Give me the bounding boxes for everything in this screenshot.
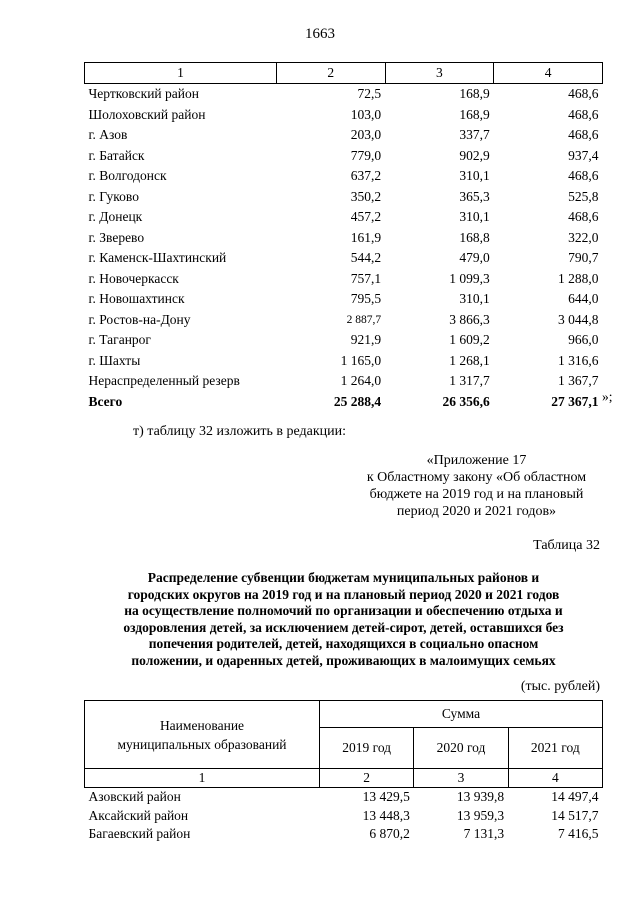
municipality-name: Чертковский район [88,86,199,101]
municipality-name: г. Донецк [88,209,143,224]
municipality-name: г. Ростов-на-Дону [88,311,191,327]
municipality-name: Багаевский район [88,826,191,841]
municipality-name: г. Зверево [88,229,145,245]
table-row [85,228,603,249]
municipality-name: г. Батайск [88,147,145,163]
page-number: 1663 [305,26,335,42]
value-2019: 921,9 [350,332,382,347]
table-row [85,146,603,167]
municipality-name: Шолоховский район [88,106,206,122]
table-row [85,207,603,228]
value-2021: 322,0 [568,229,599,245]
table-row [85,351,603,372]
table-row [85,187,603,208]
value-2021: 3 044,8 [558,311,599,327]
title-line: на осуществление полномочий по организации и обеспечению отдыха и [124,603,563,619]
col-number: 1 [85,63,277,84]
title-line: попечения родителей, детей, находящихся в социально опасном [148,636,539,652]
col-number: 2 [320,769,414,788]
table-row [85,105,603,126]
value-2020: 7 131,3 [463,826,505,841]
title-line: Распределение субвенции бюджетам муниципальных районов и [147,570,540,585]
value-2021: 468,6 [568,127,599,142]
col-number: 3 [385,63,494,84]
value-2020: 1 099,3 [449,270,490,286]
header-row [85,701,603,728]
appendix-line: период 2020 и 2021 годов» [396,504,557,519]
value-2019: 103,0 [350,106,382,122]
value-2021: 1 316,6 [558,352,599,368]
value-2020: 13 939,8 [456,789,505,804]
value-2020: 310,1 [459,209,490,224]
municipality-name: Азовский район [88,789,181,804]
value-2020: 1 268,1 [449,352,490,368]
value-2021: 790,7 [568,250,599,265]
total-2020: 26 356,6 [442,393,490,409]
table-row [85,788,603,807]
value-2020: 13 959,3 [456,807,505,823]
municipality-name: г. Азов [88,127,128,142]
value-2019: 2 887,7 [346,313,382,326]
table-row [85,330,603,351]
value-2021: 14 517,7 [551,807,599,823]
header-name-line: муниципальных образований [117,736,287,752]
municipality-name: г. Каменск-Шахтинский [88,250,227,265]
table-row [85,310,603,331]
unit-label: (тыс. рублей) [520,679,600,694]
value-2019: 72,5 [357,86,382,101]
value-2020: 168,8 [459,229,490,245]
value-2021: 7 416,5 [558,826,599,841]
value-2020: 902,9 [459,147,490,163]
value-2020: 337,7 [459,127,490,142]
value-2019: 457,2 [350,209,382,224]
value-2019: 757,1 [350,270,382,286]
subvention-table [84,700,603,844]
allocation-table-continued [84,62,603,412]
table-row [85,248,603,269]
value-2020: 168,9 [459,106,490,122]
appendix-reference [350,452,603,520]
value-2020: 310,1 [459,168,490,183]
table-row [85,269,603,290]
appendix-line: «Приложение 17 [426,453,527,468]
value-2021: 1 288,0 [558,270,599,286]
value-2020: 3 866,3 [449,311,490,327]
municipality-name: г. Новочеркасск [88,270,179,286]
appendix-line: к Областному закону «Об областном [366,470,587,485]
value-2019: 637,2 [350,168,382,183]
total-row [85,392,603,413]
value-2019: 544,2 [350,250,382,265]
header-name-line: Наименование [159,717,245,733]
value-2020: 1 317,7 [449,373,490,388]
amendment-paragraph: т) таблицу 32 изложить в редакции: [133,424,347,439]
value-2020: 1 609,2 [449,332,490,347]
header-sum: Сумма [320,701,603,728]
value-2019: 1 165,0 [340,352,382,368]
title-line: городских округов на 2019 год и на плановый период 2020 и 2021 годов [127,586,560,602]
municipality-name: г. Волгодонск [88,168,167,183]
table-row [85,371,603,392]
table-row [85,825,603,844]
value-2021: 468,6 [568,86,599,101]
col-number: 4 [494,63,603,84]
total-2019: 25 288,4 [333,393,382,409]
value-2021: 468,6 [568,106,599,122]
table-row [85,166,603,187]
header-year: 2021 год [508,728,602,769]
title-line: оздоровления детей, за исключением детей-сирот, детей, оставшихся без [123,619,564,635]
table-row [85,807,603,826]
value-2019: 1 264,0 [340,373,382,388]
header-year: 2020 год [414,728,508,769]
col-number: 2 [276,63,385,84]
value-2021: 468,6 [568,209,599,224]
total-2021: 27 367,1 [551,393,599,409]
municipality-name: г. Таганрог [88,332,151,347]
table-label: Таблица 32 [533,538,600,553]
appendix-line: бюджете на 2019 год и на плановый [369,487,584,502]
value-2021: 14 497,4 [551,789,599,804]
municipality-name: г. Новошахтинск [88,291,185,306]
title-line: положении, и одаренных детей, проживающих в малоимущих семьях [131,652,556,668]
column-number-row [85,769,603,788]
value-2019: 13 448,3 [362,807,410,823]
closing-quote: »; [602,389,613,404]
value-2021: 468,6 [568,168,599,183]
value-2020: 365,3 [459,188,490,204]
value-2021: 644,0 [568,291,599,306]
value-2019: 13 429,5 [362,789,410,804]
value-2020: 479,0 [459,250,490,265]
value-2021: 1 367,7 [558,373,599,388]
value-2021: 966,0 [568,332,599,347]
table-row [85,125,603,146]
value-2019: 6 870,2 [369,826,410,841]
header-municipality [85,701,320,769]
municipality-name: г. Шахты [88,352,141,368]
total-label: Всего [88,393,123,409]
value-2019: 161,9 [350,229,382,245]
value-2021: 937,4 [568,147,599,163]
col-number: 4 [508,769,602,788]
value-2019: 779,0 [350,147,382,163]
value-2020: 310,1 [459,291,490,306]
value-2020: 168,9 [459,86,490,101]
value-2019: 350,2 [350,188,382,204]
municipality-name: Нераспределенный резерв [88,373,240,388]
col-number: 3 [414,769,508,788]
value-2019: 203,0 [350,127,382,142]
municipality-name: Аксайский район [88,807,189,823]
table-title [84,570,603,670]
header-year: 2019 год [320,728,414,769]
table-row [85,289,603,310]
table-row [85,84,603,105]
col-number: 1 [85,769,320,788]
value-2021: 525,8 [568,188,599,204]
municipality-name: г. Гуково [88,188,139,204]
column-number-row [85,63,603,84]
value-2019: 795,5 [350,291,382,306]
